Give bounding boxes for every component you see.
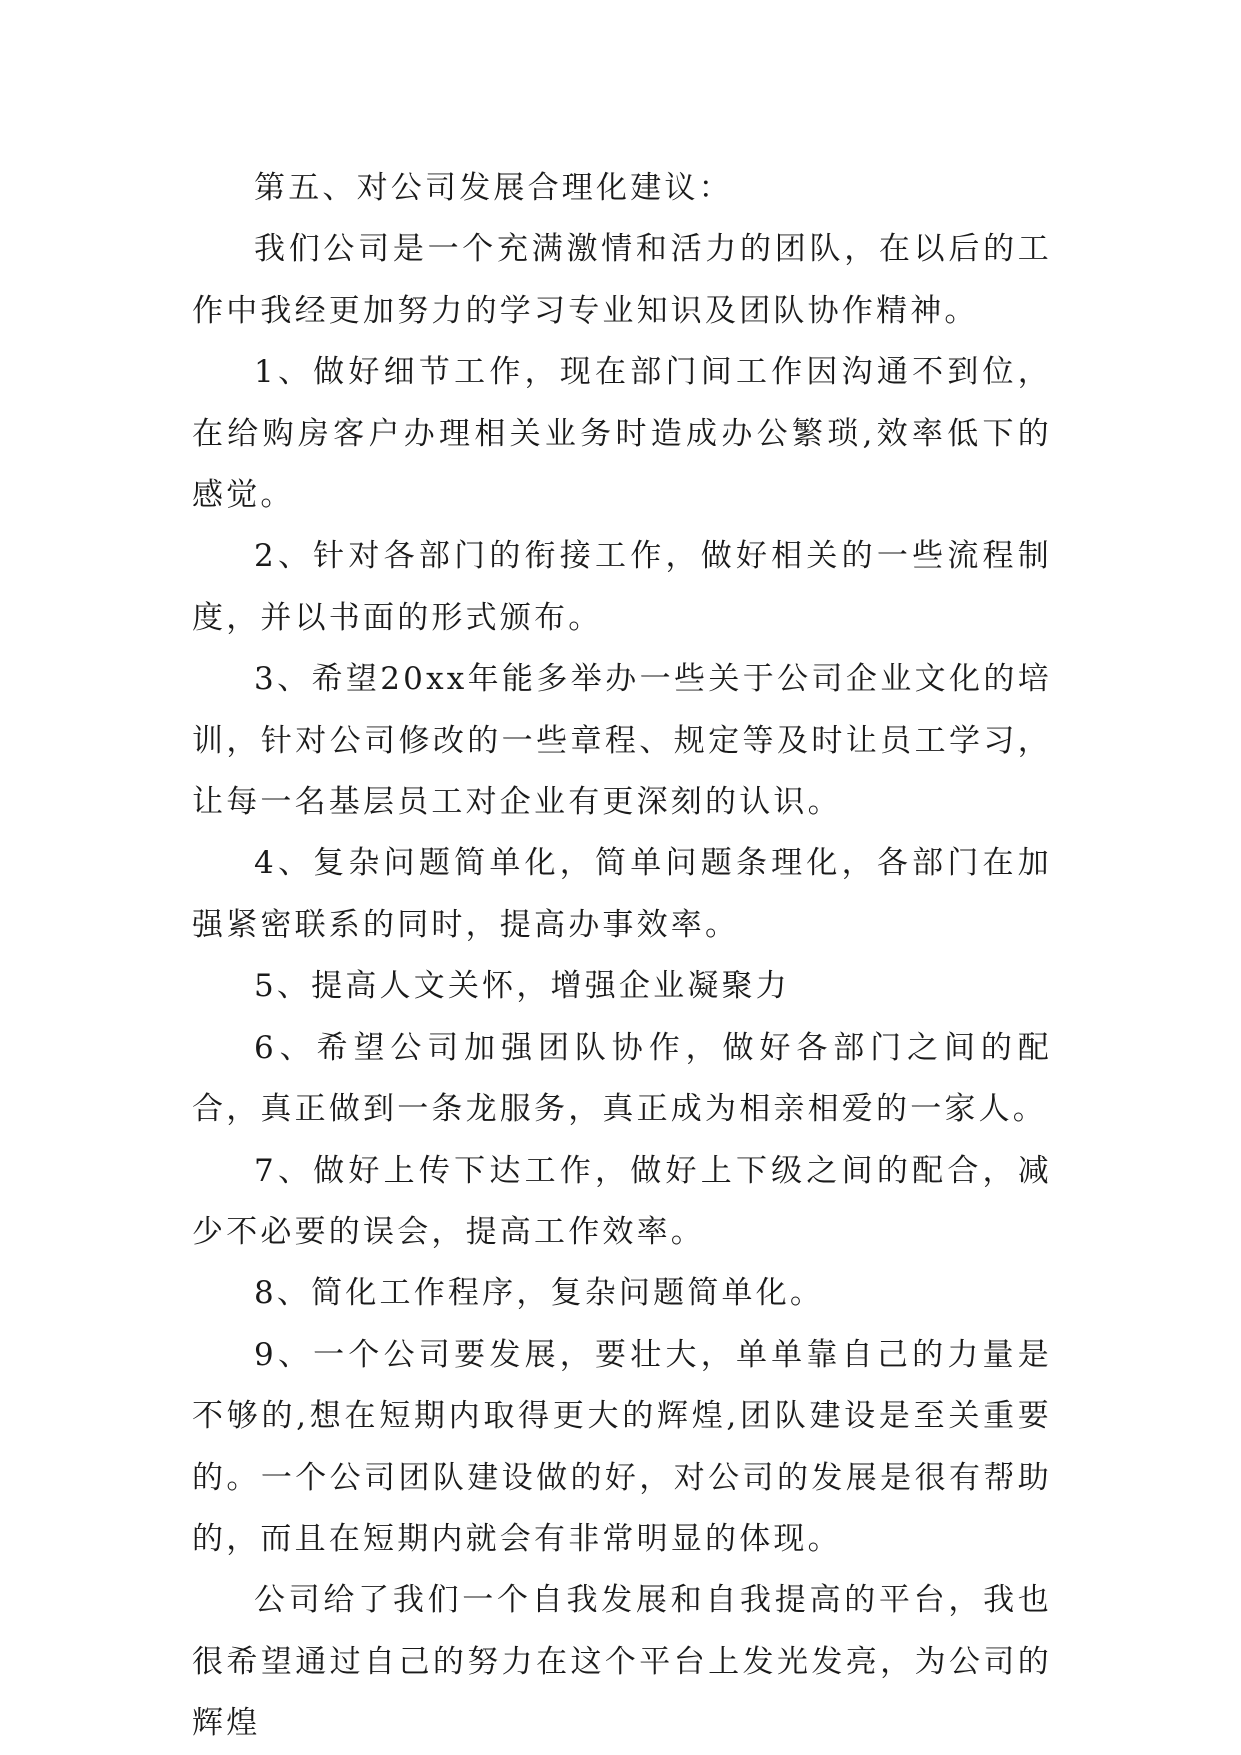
section-heading: 第五、对公司发展合理化建议： [254,170,733,206]
suggestion-item-9: 9、一个公司要发展，要壮大，单单靠自己的力量是不够的,想在短期内取得更大的辉煌,团队建设是至关重要的。一个公司团队建设做的好，对公司的发展是很有帮助的，而且在短期内就会有非常明显的体现。 [192,1336,1052,1557]
document-body [192,158,1052,1755]
suggestion-item-7: 7、做好上传下达工作，做好上下级之间的配合，减少不必要的误会，提高工作效率。 [192,1152,1052,1250]
suggestion-item-2: 2、针对各部门的衔接工作，做好相关的一些流程制度，并以书面的形式颁布。 [192,538,1052,636]
suggestion-item-6: 6、希望公司加强团队协作，做好各部门之间的配合，真正做到一条龙服务，真正成为相亲相爱的一家人。 [192,1029,1052,1128]
closing-paragraph: 公司给了我们一个自我发展和自我提高的平台，我也很希望通过自己的努力在这个平台上发光发亮，为公司的辉煌 [192,1582,1052,1742]
intro-paragraph: 我们公司是一个充满激情和活力的团队，在以后的工作中我经更加努力的学习专业知识及团队协作精神。 [192,231,1052,329]
suggestion-item-1: 1、做好细节工作，现在部门间工作因沟通不到位，在给购房客户办理相关业务时造成办公繁琐,效率低下的感觉。 [192,354,1052,514]
suggestion-item-4: 4、复杂问题简单化，简单问题条理化，各部门在加强紧密联系的同时，提高办事效率。 [192,845,1052,943]
suggestion-item-5: 5、提高人文关怀，增强企业凝聚力 [254,968,790,1005]
suggestion-item-8: 8、简化工作程序，复杂问题简单化。 [254,1275,825,1312]
suggestion-item-3: 3、希望20xx年能多举办一些关于公司企业文化的培训，针对公司修改的一些章程、规定等及时让员工学习，让每一名基层员工对企业有更深刻的认识。 [192,661,1052,821]
